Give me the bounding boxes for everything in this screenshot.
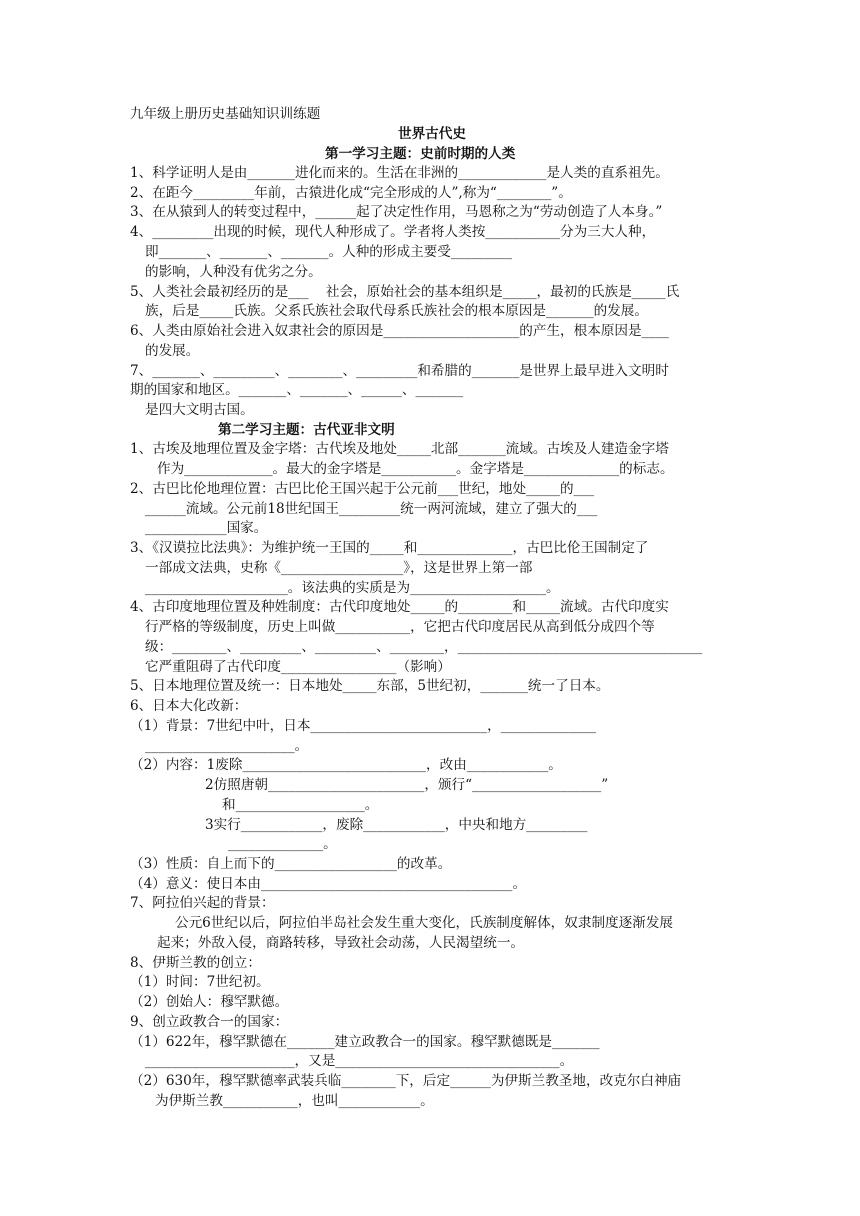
doc-title: 世界古代史 [398, 126, 466, 142]
theme1-line: 5、人类社会最初经历的是___ 社会，原始社会的基本组织是_____，最初的氏族是_____氏 [130, 284, 680, 300]
theme2-line: 5、日本地理位置及统一：日本地处_____东部，5世纪初，_______统一了日本。 [130, 678, 610, 694]
theme1-line: 即_______、_______、_______。人种的形成主要受_________ [145, 244, 513, 260]
theme2-line: 为伊斯兰教___________，也叫____________。 [155, 1093, 434, 1109]
theme2-line: 3、《汉谟拉比法典》：为维护统一王国的_____和______________，古巴比伦王国制定了 [130, 540, 649, 556]
theme2-line: 级：________、_________、_________、________，____________________________________ [145, 639, 703, 655]
theme2-line: 6、日本大化改新： [130, 698, 248, 714]
theme2-line: 起来；外敌入侵，商路转移，导致社会动荡，人民渴望统一。 [157, 935, 525, 951]
theme2-line: 1、古埃及地理位置及金字塔：古代埃及地处_____北部_______流域。古埃及人建造金字塔 [130, 441, 669, 457]
theme1-line: 4、_________出现的时候，现代人种形成了。学者将人类按___________分为三大人种， [130, 224, 656, 240]
theme2-title: 第二学习主题：古代亚非文明 [218, 422, 395, 438]
theme2-line: ______________________。 [145, 738, 309, 754]
theme2-line: _____________________。该法典的实质是为____________________。 [145, 580, 560, 596]
theme2-line: ______________。 [228, 836, 337, 852]
theme2-line: 和___________________。 [222, 797, 379, 813]
theme1-line: 6、人类由原始社会进入奴隶社会的原因是____________________的产生，根本原因是____ [130, 323, 669, 339]
theme1-line: 1、科学证明人是由_______进化而来的。生活在非洲的_____________是人类的直系祖先。 [130, 165, 669, 181]
theme2-line: 公元6世纪以后，阿拉伯半岛社会发生重大变化，氏族制度解体，奴隶制度逐渐发展 [175, 915, 674, 931]
theme1-title: 第一学习主题：史前时期的人类 [325, 146, 516, 162]
theme1-line: 7、_______、_________、________、_________和希腊的_______是世界上最早进入文明时 [130, 363, 669, 379]
doc-header: 九年级上册历史基础知识训练题 [130, 106, 321, 122]
theme2-line: （1）时间：7世纪初。 [130, 974, 270, 990]
theme2-line: ______流域。公元前18世纪国王_________统一两河流域，建立了强大的___ [145, 501, 598, 517]
theme2-line: （4）意义：使日本由_____________________________________。 [130, 876, 527, 892]
theme1-line: 的发展。 [145, 343, 200, 359]
theme1-line: 2、在距今_________年前，古猿进化成“完全形成的人”,称为“________”。 [130, 185, 572, 201]
theme2-line: （2）创始人：穆罕默德。 [130, 994, 289, 1010]
theme1-line: 期的国家和地区。_______、_______、______、_______ [130, 382, 464, 398]
theme2-line: （3）性质：自上而下的__________________的改革。 [130, 856, 452, 872]
theme2-line: ______________________，又是_________________________________。 [145, 1053, 574, 1069]
theme2-line: 一部成文法典，史称《__________________》，这是世界上第一部 [145, 560, 533, 576]
theme2-line: （2）630年，穆罕默德率武装兵临________下，后定______为伊斯兰教圣地，改克尔白神庙 [130, 1073, 682, 1089]
theme2-line: 3实行____________，废除____________，中央和地方_________ [205, 817, 588, 833]
theme2-line: （2）内容：1废除___________________________，改由____________。 [130, 757, 562, 773]
theme2-line: 8、伊斯兰教的创立： [130, 955, 261, 971]
theme2-line: ____________国家。 [145, 520, 268, 536]
theme2-line: 作为_____________。最大的金字塔是___________。金字塔是______________的标志。 [157, 461, 674, 477]
theme2-line: 2仿照唐朝_______________________，颁行“___________________” [205, 777, 609, 793]
theme2-line: 9、创立政教合一的国家： [130, 1014, 289, 1030]
theme1-line: 族，后是_____氏族。父系氏族社会取代母系氏族社会的根本原因是_______的发展。 [145, 303, 648, 319]
theme1-line: 3、在从猿到人的转变过程中，______起了决定性作用，马恩称之为“劳动创造了人本身。” [130, 204, 663, 220]
theme2-line: （1）背景：7世纪中叶，日本__________________________，______________ [130, 718, 596, 734]
theme1-line: 的影响，人种没有优劣之分。 [145, 264, 322, 280]
theme2-line: 行严格的等级制度，历史上叫做___________，它把古代印度居民从高到低分成四个等 [145, 619, 655, 635]
theme2-line: 它严重阻碍了古代印度_________________（影响） [145, 659, 451, 675]
theme2-line: 4、古印度地理位置及种姓制度：古代印度地处_____的________和_____流域。古代印度实 [130, 599, 669, 615]
theme2-line: （1）622年，穆罕默德在_______建立政教合一的国家。穆罕默德既是_______ [130, 1034, 600, 1050]
theme2-line: 2、古巴比伦地理位置：古巴比伦王国兴起于公元前___世纪，地处_____的___ [130, 481, 595, 497]
theme1-line: 是四大文明古国。 [145, 402, 254, 418]
theme2-line: 7、阿拉伯兴起的背景： [130, 895, 275, 911]
